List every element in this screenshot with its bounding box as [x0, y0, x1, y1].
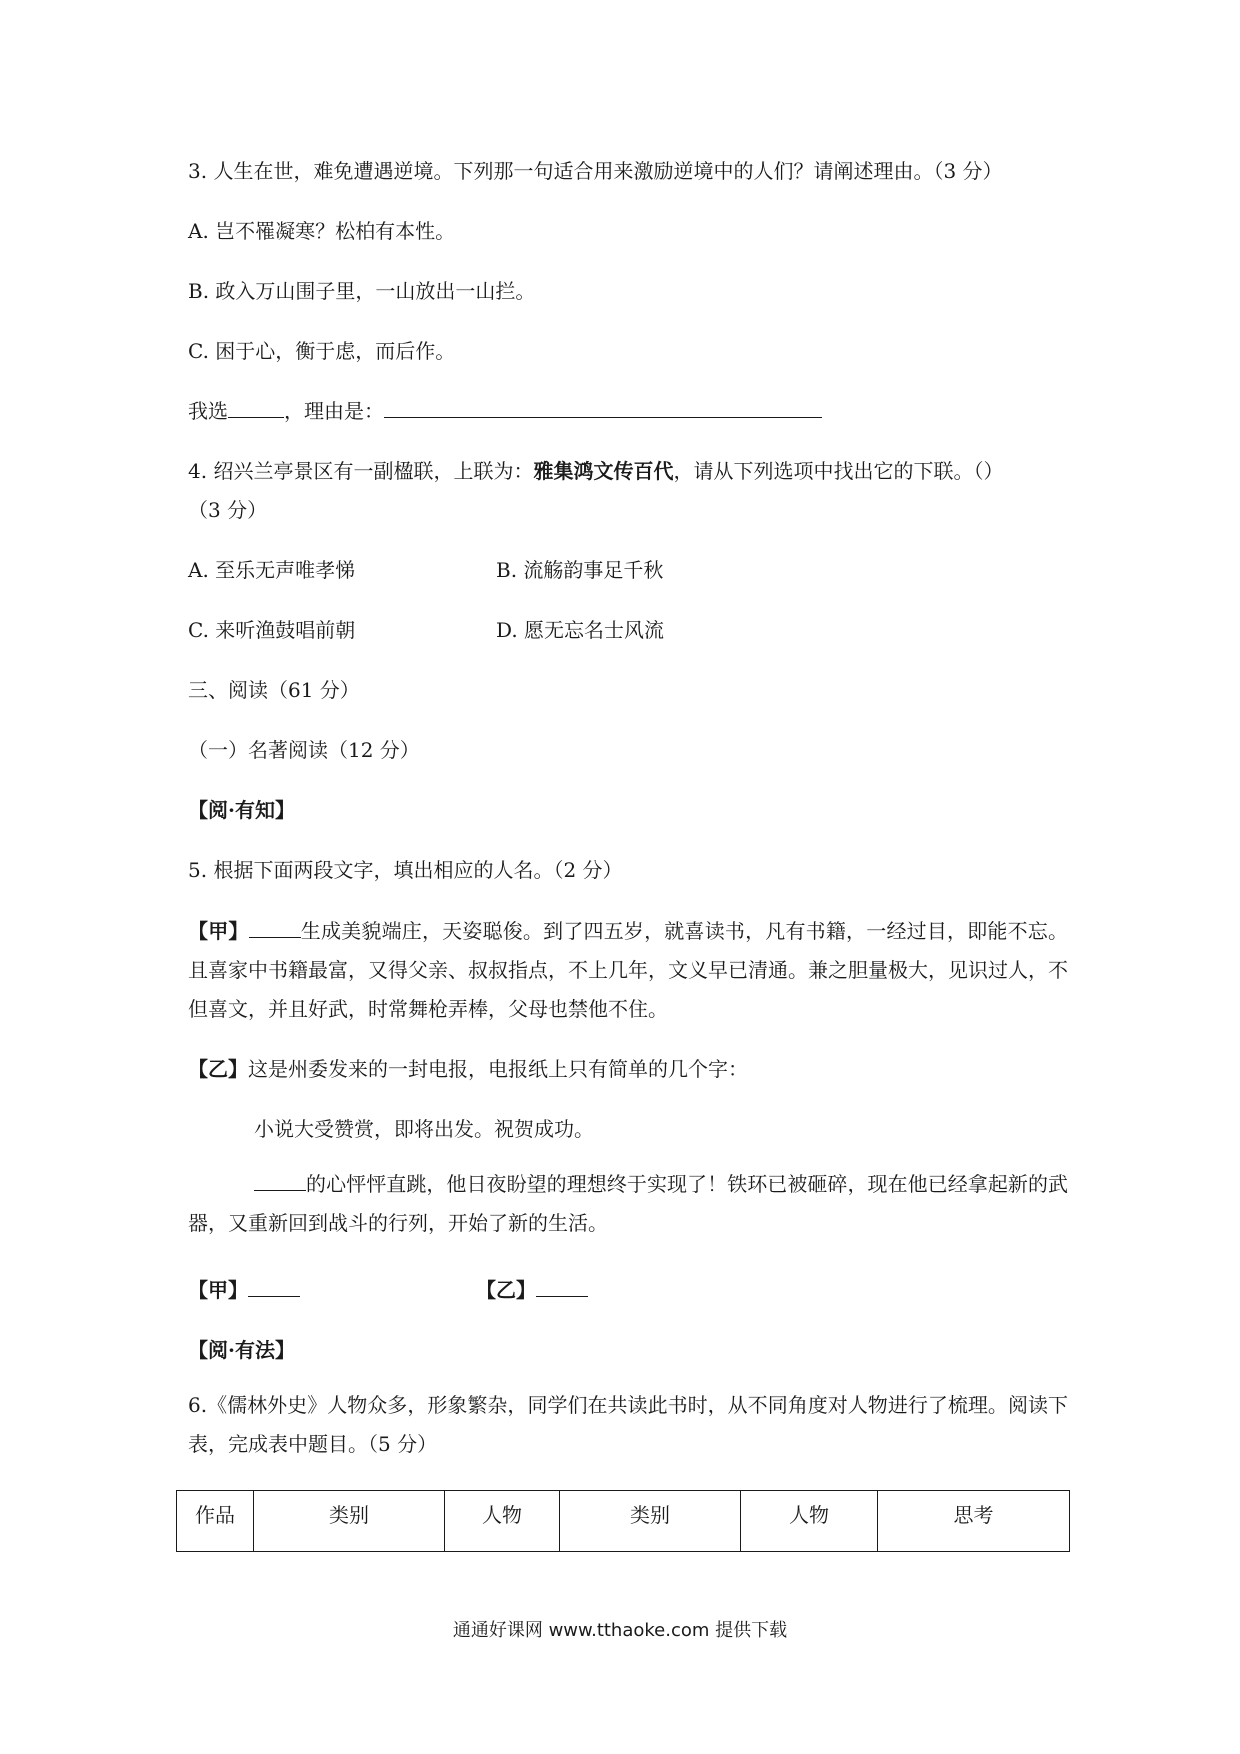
q4-stem [188, 457, 1003, 485]
q5-passage-jia [188, 912, 1068, 1029]
character-table [176, 1490, 1070, 1552]
reason-blank[interactable] [384, 397, 822, 418]
answer-jia-blank[interactable] [248, 1276, 300, 1297]
yi-name-blank[interactable] [254, 1170, 306, 1191]
header-character-1: 人物 [445, 1491, 560, 1552]
q3-option-b: B. 政入万山围子里，一山放出一山拦。 [188, 279, 536, 303]
q3-option-c: C. 困于心，衡于虑，而后作。 [188, 339, 456, 363]
jia-name-blank[interactable] [249, 917, 301, 938]
q5-passage-yi [188, 1055, 748, 1083]
q6-stem: 6.《儒林外史》人物众多，形象繁杂，同学们在共读此书时，从不同角度对人物进行了梳理。阅读下表，完成表中题目。（5 分） [188, 1393, 1068, 1456]
q4-stem-part1: 4. 绍兴兰亭景区有一副楹联，上联为： [188, 459, 534, 483]
q5-passage-yi-2 [188, 1165, 1068, 1243]
subsection-heading: （一）名著阅读（12 分） [188, 738, 420, 762]
yi-text-2: 的心怦怦直跳，他日夜盼望的理想终于实现了！铁环已被砸碎，现在他已经拿起新的武器，又重新回到战斗的行列，开始了新的生活。 [188, 1172, 1068, 1235]
q5-answer-jia [188, 1276, 300, 1304]
q3-answer-line [188, 397, 822, 425]
q3-option-a: A. 岂不罹凝寒？松柏有本性。 [188, 219, 456, 243]
q5-answer-yi [476, 1276, 588, 1304]
q4-option-c: C. 来听渔鼓唱前朝 [188, 618, 356, 642]
q4-option-d: D. 愿无忘名士风流 [496, 618, 665, 642]
q4-score: （3 分） [188, 498, 268, 522]
table-header-row [177, 1491, 1070, 1552]
header-reflection: 思考 [878, 1491, 1070, 1552]
choice-blank[interactable] [228, 397, 284, 418]
telegram-text: 小说大受赞赏，即将出发。祝贺成功。 [254, 1117, 594, 1141]
q4-option-b: B. 流觞韵事足千秋 [496, 558, 664, 582]
answer-yi-blank[interactable] [536, 1276, 588, 1297]
q4-option-a: A. 至乐无声唯孝悌 [188, 558, 356, 582]
yi-text: 这是州委发来的一封电报，电报纸上只有简单的几个字： [248, 1057, 748, 1081]
yi-label: 【乙】 [188, 1057, 248, 1081]
answer-prefix: 我选 [188, 399, 228, 423]
footer-watermark: 通通好课网 www.tthaoke.com 提供下载 [452, 1620, 788, 1641]
q4-stem-part2: ，请从下列选项中找出它的下联。（） [673, 459, 1004, 483]
header-work: 作品 [177, 1491, 254, 1552]
q4-couplet: 雅集鸿文传百代 [533, 459, 674, 483]
header-category-2: 类别 [560, 1491, 741, 1552]
jia-label: 【甲】 [188, 919, 249, 943]
tag-you-zhi: 【阅·有知】 [188, 798, 295, 822]
q3-stem: 3. 人生在世，难免遭遇逆境。下列那一句适合用来激励逆境中的人们？请阐述理由。（3 分） [188, 159, 1003, 183]
section-heading: 三、阅读（61 分） [188, 678, 360, 702]
header-character-2: 人物 [741, 1491, 878, 1552]
header-category-1: 类别 [254, 1491, 445, 1552]
tag-you-fa: 【阅·有法】 [188, 1338, 295, 1362]
jia-text: 生成美貌端庄，天姿聪俊。到了四五岁，就喜读书，凡有书籍，一经过目，即能不忘。且喜家中书籍最富，又得父亲、叔叔指点，不上几年，文义早已清通。兼之胆量极大，见识过人，不但喜文，并且好武，时常舞枪弄棒，父母也禁他不住。 [188, 919, 1069, 1021]
answer-jia-label: 【甲】 [188, 1278, 248, 1302]
answer-mid: ，理由是： [284, 399, 384, 423]
answer-yi-label: 【乙】 [476, 1278, 536, 1302]
q5-stem: 5. 根据下面两段文字，填出相应的人名。（2 分） [188, 858, 623, 882]
